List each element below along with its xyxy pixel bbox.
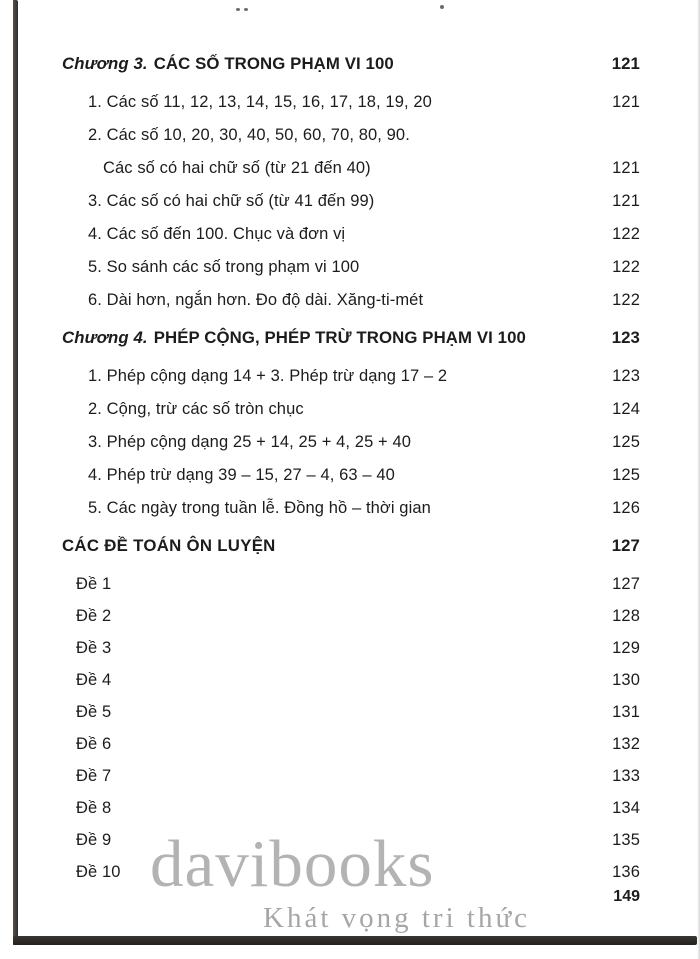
page-ref: 131 bbox=[612, 703, 640, 721]
page-ref: 122 bbox=[612, 225, 640, 243]
toc-item-label: 3. Các số có hai chữ số (từ 41 đến 99) bbox=[88, 192, 375, 210]
toc-item-label: Các số có hai chữ số (từ 21 đến 40) bbox=[103, 159, 371, 177]
toc-section-row bbox=[62, 536, 640, 573]
toc-item-label: Đề 3 bbox=[76, 639, 112, 657]
page-edge-left bbox=[13, 0, 18, 945]
toc-de-row bbox=[62, 575, 640, 607]
toc-item-label: Đề 5 bbox=[76, 703, 112, 721]
folio-page-number: 149 bbox=[613, 888, 640, 905]
scan-speck bbox=[440, 5, 444, 9]
page-ref: 121 bbox=[612, 159, 640, 177]
toc-de-row bbox=[62, 671, 640, 703]
toc-item-row bbox=[62, 258, 640, 291]
page-ref: 128 bbox=[612, 607, 640, 625]
page-ref: 134 bbox=[612, 799, 640, 817]
page-ref: 122 bbox=[612, 291, 640, 309]
toc-item-row bbox=[62, 93, 640, 126]
page-ref: 136 bbox=[612, 863, 640, 881]
toc-chapter-row bbox=[62, 328, 640, 365]
toc-de-row bbox=[62, 607, 640, 639]
page-ref: 125 bbox=[612, 433, 640, 451]
page-ref: 123 bbox=[611, 328, 640, 347]
toc-item-label: Đề 6 bbox=[76, 735, 112, 753]
toc-item-row bbox=[62, 126, 640, 159]
page-ref: 121 bbox=[612, 93, 640, 111]
table-of-contents bbox=[62, 50, 640, 895]
toc-item-row bbox=[62, 466, 640, 499]
toc-de-row bbox=[62, 639, 640, 671]
page-ref: 122 bbox=[612, 258, 640, 276]
chapter-prefix: Chương 4. bbox=[62, 328, 148, 347]
toc-item-label: Đề 2 bbox=[76, 607, 112, 625]
chapter-title: CÁC SỐ TRONG PHẠM VI 100 bbox=[153, 54, 394, 73]
page-ref: 127 bbox=[611, 536, 640, 555]
toc-item-row bbox=[62, 192, 640, 225]
toc-item-label: Đề 10 bbox=[76, 863, 121, 881]
toc-de-row bbox=[62, 799, 640, 831]
toc-de-row bbox=[62, 703, 640, 735]
page-ref: 135 bbox=[612, 831, 640, 849]
toc-item-label: 1. Phép cộng dạng 14 + 3. Phép trừ dạng 17 – 2 bbox=[88, 367, 448, 385]
page-ref: 132 bbox=[612, 735, 640, 753]
watermark-title: davibooks bbox=[150, 827, 435, 901]
chapter-title: PHÉP CỘNG, PHÉP TRỪ TRONG PHẠM VI 100 bbox=[153, 328, 526, 347]
toc-subitem-row bbox=[62, 159, 640, 192]
toc-item-label: 6. Dài hơn, ngắn hơn. Đo độ dài. Xăng-ti-mét bbox=[88, 291, 424, 309]
toc-item-row bbox=[62, 400, 640, 433]
toc-item-row bbox=[62, 225, 640, 258]
scan-speck bbox=[236, 8, 240, 11]
toc-item-row bbox=[62, 367, 640, 400]
page-ref: 126 bbox=[612, 499, 640, 517]
toc-item-label: 4. Các số đến 100. Chục và đơn vị bbox=[88, 225, 346, 243]
toc-de-row bbox=[62, 831, 640, 863]
toc-item-label: 5. Các ngày trong tuần lễ. Đồng hồ – thời gian bbox=[88, 499, 431, 517]
page-ref: 124 bbox=[612, 400, 640, 418]
toc-item-row bbox=[62, 291, 640, 324]
toc-item-label: Đề 4 bbox=[76, 671, 112, 689]
page-ref: 125 bbox=[612, 466, 640, 484]
page-edge-bottom bbox=[13, 936, 697, 945]
page-ref: 121 bbox=[611, 54, 640, 73]
toc-item-label: 1. Các số 11, 12, 13, 14, 15, 16, 17, 18, 19, 20 bbox=[88, 93, 432, 111]
toc-item-label: Đề 1 bbox=[76, 575, 112, 593]
toc-item-label: Đề 8 bbox=[76, 799, 112, 817]
toc-item-label: 2. Cộng, trừ các số tròn chục bbox=[88, 400, 304, 418]
toc-de-row bbox=[62, 767, 640, 799]
toc-item-label: Đề 9 bbox=[76, 831, 112, 849]
page-ref: 127 bbox=[612, 575, 640, 593]
toc-item-row bbox=[62, 499, 640, 532]
page-ref: 130 bbox=[612, 671, 640, 689]
toc-item-label: 2. Các số 10, 20, 30, 40, 50, 60, 70, 80, 90. bbox=[88, 126, 410, 144]
toc-item-label: 3. Phép cộng dạng 25 + 14, 25 + 4, 25 + 40 bbox=[88, 433, 412, 451]
section-title: CÁC ĐỀ TOÁN ÔN LUYỆN bbox=[62, 536, 276, 555]
toc-chapter-row bbox=[62, 54, 640, 91]
toc-item-label: Đề 7 bbox=[76, 767, 112, 785]
chapter-prefix: Chương 3. bbox=[62, 54, 148, 73]
toc-item-row bbox=[62, 433, 640, 466]
toc-item-label: 4. Phép trừ dạng 39 – 15, 27 – 4, 63 – 40 bbox=[88, 466, 395, 484]
page-ref: 123 bbox=[612, 367, 640, 385]
page-ref: 121 bbox=[612, 192, 640, 210]
scan-speck bbox=[244, 8, 248, 11]
page-ref: 133 bbox=[612, 767, 640, 785]
toc-item-label: 5. So sánh các số trong phạm vi 100 bbox=[88, 258, 360, 276]
toc-de-row bbox=[62, 735, 640, 767]
watermark-subtitle: Khát vọng tri thức bbox=[263, 902, 531, 934]
page-ref: 129 bbox=[612, 639, 640, 657]
